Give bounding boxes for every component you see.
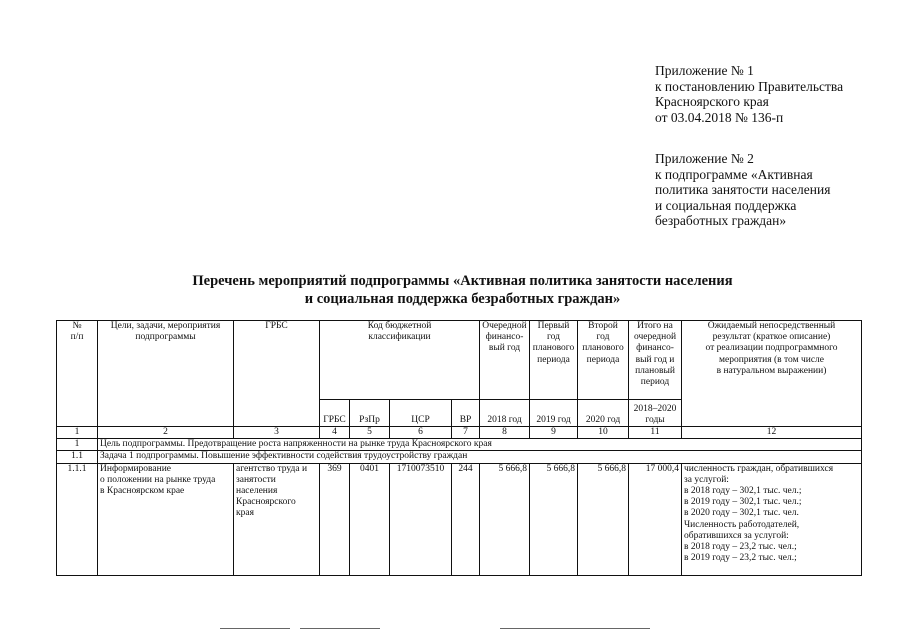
header-year-2019: 2019 год bbox=[530, 400, 578, 427]
measure-2020: 5 666,8 bbox=[578, 463, 629, 575]
column-number: 11 bbox=[629, 427, 682, 439]
appendix-1-line: от 03.04.2018 № 136-п bbox=[655, 109, 784, 125]
goal-text: Цель подпрограммы. Предотвращение роста напряженности на рынке труда Красноярского края bbox=[98, 439, 862, 451]
appendix-1-block bbox=[655, 63, 843, 125]
measure-rzpr: 0401 bbox=[350, 463, 390, 575]
column-number: 8 bbox=[480, 427, 530, 439]
header-expected-result: Ожидаемый непосредственный результат (краткое описание) от реализации подпрограммного мероприятия (в том числе в натуральном выражении) bbox=[682, 321, 862, 427]
header-grbs: ГРБС bbox=[234, 321, 320, 427]
task-text: Задача 1 подпрограммы. Повышение эффективности содействия трудоустройству граждан bbox=[98, 451, 862, 463]
appendix-2-line: безработных граждан» bbox=[655, 213, 787, 229]
header-budget-code: Код бюджетной классификации bbox=[320, 321, 480, 400]
column-number: 6 bbox=[390, 427, 452, 439]
measure-csr: 1710073510 bbox=[390, 463, 452, 575]
measure-vr: 244 bbox=[452, 463, 480, 575]
header-year-2020: 2020 год bbox=[578, 400, 629, 427]
appendix-1-line: Красноярского края bbox=[655, 94, 769, 110]
header-num: № п/п bbox=[57, 321, 98, 427]
header-sub-vr: ВР bbox=[452, 400, 480, 427]
document-title bbox=[60, 272, 865, 308]
column-number: 2 bbox=[98, 427, 234, 439]
goal-row bbox=[57, 439, 862, 451]
column-number: 10 bbox=[578, 427, 629, 439]
appendix-2-line: и социальная поддержка bbox=[655, 197, 797, 213]
header-row bbox=[57, 321, 862, 400]
goal-number: 1 bbox=[57, 439, 98, 451]
title-line-1: Перечень мероприятий подпрограммы «Активная политика занятости населения bbox=[192, 273, 733, 289]
appendix-2-block bbox=[655, 151, 830, 229]
task-number: 1.1 bbox=[57, 451, 98, 463]
measure-total: 17 000,4 bbox=[629, 463, 682, 575]
measure-name: Информирование о положении на рынке труда в Красноярском крае bbox=[98, 463, 234, 575]
header-first-plan-year: Первый год планового периода bbox=[530, 321, 578, 400]
task-row bbox=[57, 451, 862, 463]
page-edge-rule bbox=[300, 628, 380, 629]
measure-row bbox=[57, 463, 862, 575]
appendix-2-line: к подпрограмме «Активная bbox=[655, 166, 813, 182]
appendix-2-line: политика занятости населения bbox=[655, 182, 831, 198]
column-number: 12 bbox=[682, 427, 862, 439]
column-number: 1 bbox=[57, 427, 98, 439]
column-number: 9 bbox=[530, 427, 578, 439]
measure-expected-result: численность граждан, обратившихся за услугой: в 2018 году – 302,1 тыс. чел.; в 2019 году – 302,1 тыс. чел.; в 2020 году – 302,1 тыс. чел. Численность работодателей, обратившихся за услугой: в 2018 году – 23,2 тыс. чел.; в 2019 году – 23,2 тыс. чел.; bbox=[682, 463, 862, 575]
page-edge-rule bbox=[220, 628, 290, 629]
measure-grbs-name: агентство труда и занятости населения Красноярского края bbox=[234, 463, 320, 575]
header-sub-grbs: ГРБС bbox=[320, 400, 350, 427]
measure-grbs-code: 369 bbox=[320, 463, 350, 575]
header-sub-csr: ЦСР bbox=[390, 400, 452, 427]
column-number: 7 bbox=[452, 427, 480, 439]
header-fin-year: Очередной финансо- вый год bbox=[480, 321, 530, 400]
header-goals: Цели, задачи, мероприятия подпрограммы bbox=[98, 321, 234, 427]
measure-2019: 5 666,8 bbox=[530, 463, 578, 575]
measure-2018: 5 666,8 bbox=[480, 463, 530, 575]
appendix-1-line: Приложение № 1 bbox=[655, 63, 754, 78]
column-number: 3 bbox=[234, 427, 320, 439]
page-edge-rule bbox=[500, 628, 650, 629]
header-years-total: 2018–2020 годы bbox=[629, 400, 682, 427]
title-line-2: и социальная поддержка безработных граждан» bbox=[304, 291, 621, 307]
column-number: 5 bbox=[350, 427, 390, 439]
header-second-plan-year: Второй год планового периода bbox=[578, 321, 629, 400]
measure-number: 1.1.1 bbox=[57, 463, 98, 575]
appendix-2-line: Приложение № 2 bbox=[655, 151, 754, 166]
measures-table bbox=[56, 320, 862, 576]
header-sub-rzpr: РзПр bbox=[350, 400, 390, 427]
header-year-2018: 2018 год bbox=[480, 400, 530, 427]
column-number: 4 bbox=[320, 427, 350, 439]
column-numbers-row bbox=[57, 427, 862, 439]
appendix-1-line: к постановлению Правительства bbox=[655, 78, 844, 94]
header-total: Итого на очередной финансо- вый год и плановый период bbox=[629, 321, 682, 400]
